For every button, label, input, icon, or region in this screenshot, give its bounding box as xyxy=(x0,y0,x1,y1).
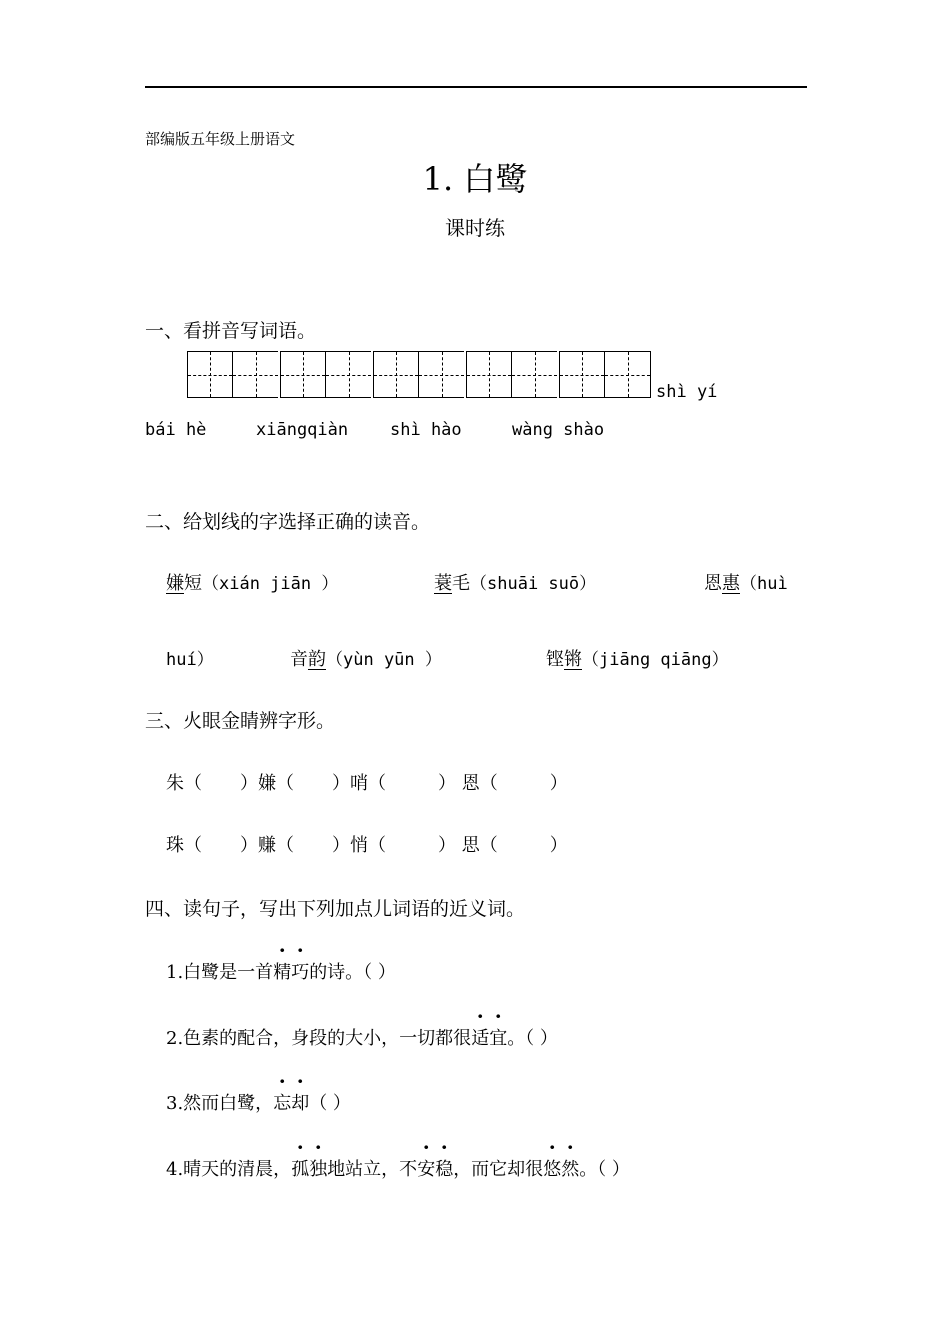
dotted-char: 忘 xyxy=(273,1093,292,1114)
grid-word-2[interactable] xyxy=(280,351,371,398)
pron-item-2: 蓑毛（shuāi suō） xyxy=(434,573,597,594)
pron-item-4: 音韵（yùn yūn ） xyxy=(290,649,442,670)
dotted-char: 稳 xyxy=(435,1159,454,1180)
writing-grid[interactable] xyxy=(187,351,653,398)
grid-word-1[interactable] xyxy=(187,351,278,398)
dotted-char: 精 xyxy=(273,962,292,983)
section-3-heading: 三、火眼金睛辨字形。 xyxy=(145,710,336,732)
pinyin-1: bái hè xyxy=(145,420,207,440)
dotted-char: 适 xyxy=(471,1028,490,1049)
dotted-char: 孤 xyxy=(291,1159,310,1180)
page-subtitle: 课时练 xyxy=(445,216,505,240)
underlined-char: 嫌 xyxy=(166,573,184,594)
pinyin-2: xiāngqiàn xyxy=(256,420,349,440)
pinyin-shi-yi: shì yí xyxy=(656,382,718,402)
dotted-char: 独 xyxy=(309,1159,328,1180)
question-4: 4.晴天的清晨，孤独地站立，不安稳，而它却很悠然。（ ） xyxy=(166,1155,630,1181)
question-3: 3.然而白鹭，忘却（ ） xyxy=(166,1089,351,1115)
top-rule xyxy=(145,86,807,88)
underlined-char: 惠 xyxy=(722,573,740,594)
dotted-char: 安 xyxy=(417,1159,436,1180)
section-1-heading: 一、看拼音写词语。 xyxy=(145,320,317,342)
question-1: 1.白鹭是一首精巧的诗。（ ） xyxy=(166,958,396,984)
page-title: 1. 白鹭 xyxy=(422,160,528,198)
grid-word-3[interactable] xyxy=(373,351,464,398)
pinyin-3: shì hào xyxy=(390,420,462,440)
pron-item-1: 嫌短（xián jiān ） xyxy=(166,573,339,594)
pinyin-4: wàng shào xyxy=(512,420,605,440)
grid-word-5[interactable] xyxy=(559,351,651,398)
doc-header: 部编版五年级上册语文 xyxy=(145,130,296,148)
grid-word-4[interactable] xyxy=(466,351,557,398)
section-4-heading: 四、读句子，写出下列加点儿词语的近义词。 xyxy=(145,898,526,920)
pron-item-5: 铿锵（jiāng qiāng） xyxy=(546,649,729,670)
char-pair-row-1: 朱（ ）嫌（ ）哨（ ） 恩（ ） xyxy=(166,773,568,794)
underlined-char: 韵 xyxy=(308,649,326,670)
dotted-char: 巧 xyxy=(291,962,310,983)
pron-item-3-cont: huí） xyxy=(166,650,214,670)
pron-item-3: 恩惠（huì xyxy=(704,573,788,594)
question-2: 2.色素的配合，身段的大小，一切都很适宜。（ ） xyxy=(166,1024,558,1050)
underlined-char: 锵 xyxy=(564,649,582,670)
section-2-heading: 二、给划线的字选择正确的读音。 xyxy=(145,511,431,533)
dotted-char: 然 xyxy=(561,1159,580,1180)
char-pair-row-2: 珠（ ）赚（ ）悄（ ） 思（ ） xyxy=(166,835,568,856)
dotted-char: 宜 xyxy=(489,1028,508,1049)
dotted-char: 悠 xyxy=(543,1159,562,1180)
underlined-char: 蓑 xyxy=(434,573,452,594)
dotted-char: 却 xyxy=(291,1093,310,1114)
